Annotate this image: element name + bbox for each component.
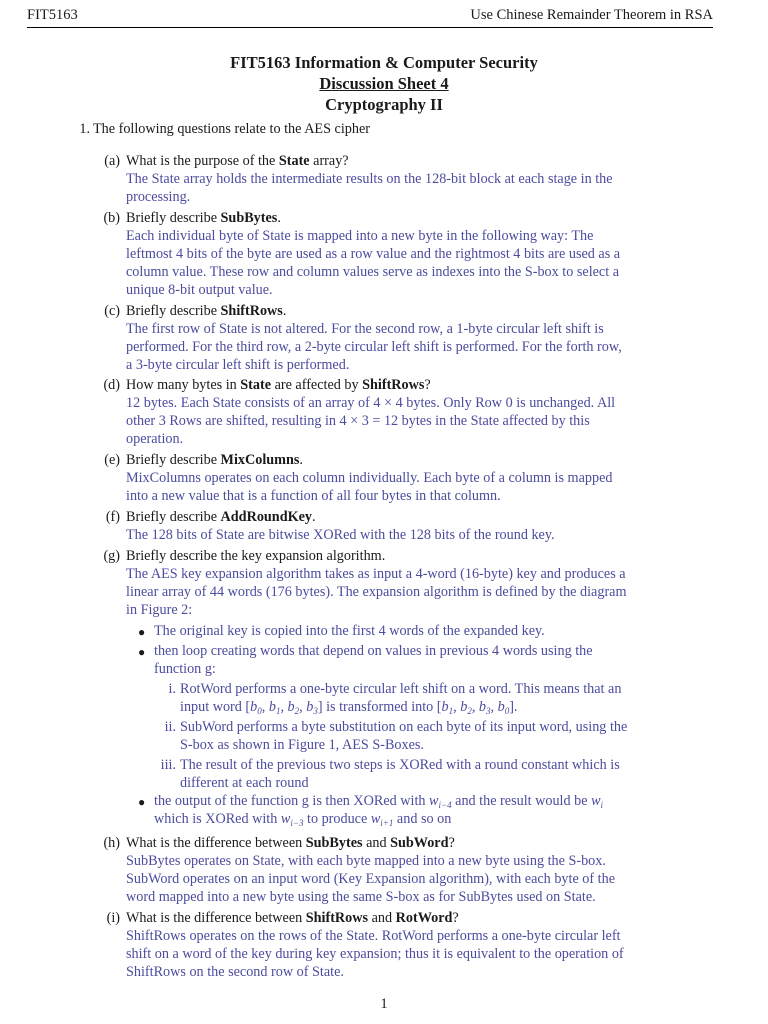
subitem-text: input word [$b_0$, $b_1$, $b_2$, $b_3$] is transformed into [$b_1$, $b_2$, $b_3$, $b_0$]. [180,699,518,716]
header-topic: Use Chinese Remainder Theorem in RSA [470,7,713,23]
question-b: Briefly describe SubBytes. [126,210,281,226]
answer-a-line: processing. [126,189,191,205]
bullet-item-cont: function g: [154,661,216,677]
answer-h-line: SubBytes operates on State, with each byte mapped into a new byte using the S-box. [126,853,606,869]
answer-i-line: ShiftRows operates on the rows of the State. RotWord performs a one-byte circular left [126,928,621,944]
part-label-e: (e) [104,452,120,468]
part-label-i: (i) [106,910,120,926]
answer-b-line: leftmost 4 bits of the byte are used as a row value and the rightmost 4 bits are used as a [126,246,621,262]
bullet-icon: ● [138,625,146,639]
question-e: Briefly describe MixColumns. [126,452,303,468]
answer-f-line: The 128 bits of State are bitwise XORed with the 128 bits of the round key. [126,527,555,543]
answer-i-line: shift on a word of the key during key expansion; thus it is equivalent to the operation of [126,946,624,962]
question-h: What is the difference between SubBytes and SubWord? [126,835,455,851]
header-course-code: FIT5163 [27,7,78,23]
answer-c-line: a 3-byte circular left shift is performed. [126,357,350,373]
answer-d-line: 12 bytes. Each State consists of an array of 4 × 4 bytes. Only Row 0 is unchanged. All [126,395,616,411]
subitem-text: different at each round [180,775,309,791]
subitem-text: RotWord performs a one-byte circular left shift on a word. This means that an [180,681,622,697]
question-d: How many bytes in State are affected by ShiftRows? [126,377,431,393]
answer-e-line: MixColumns operates on each column individually. Each byte of a column is mapped [126,470,613,486]
subitem-text: The result of the previous two steps is XORed with a round constant which is [180,757,620,773]
answer-b-line: unique 8-bit output value. [126,282,273,298]
question-a: What is the purpose of the State array? [126,153,349,169]
subitem-text: SubWord performs a byte substitution on each byte of its input word, using the [180,719,628,735]
part-label-a: (a) [104,153,120,169]
title-course: FIT5163 Information & Computer Security [230,53,538,72]
part-label-h: (h) [103,835,120,851]
answer-h-line: SubWord operates on an input word (Key Expansion algorithm), with each byte of the [126,871,615,887]
answer-b-line: Each individual byte of State is mapped into a new byte in the following way: The [126,228,594,244]
answer-e-line: into a new value that is a function of all four bytes in that column. [126,488,501,504]
question-intro: The following questions relate to the AES cipher [93,121,370,137]
answer-c-line: The first row of State is not altered. For the second row, a 1-byte circular left shift is [126,321,604,337]
roman-label: i. [168,681,176,697]
title-topic: Cryptography II [325,95,443,114]
part-label-g: (g) [103,548,120,564]
title-sheet: Discussion Sheet 4 [319,74,449,93]
answer-g-line: linear array of 44 words (176 bytes). The expansion algorithm is defined by the diagram [126,584,627,600]
page-number: 1 [380,996,388,1012]
question-number: 1. [79,121,90,137]
answer-i-line: ShiftRows on the second row of State. [126,964,344,980]
answer-c-line: performed. For the third row, a 2-byte circular left shift is performed. For the forth row, [126,339,622,355]
part-label-f: (f) [105,509,120,525]
answer-h-line: word mapped into a new byte using the same S-box as for SubBytes used on State. [126,889,596,905]
bullet-item: the output of the function g is then XORed with $w_{i-4}$ and the result would be $w_i$ [154,793,604,810]
bullet-item-cont: which is XORed with $w_{i-3}$ to produce $w_{i+1}$ and so on [154,811,452,828]
document-title [0,52,768,115]
answer-g-line: in Figure 2: [126,602,193,618]
question-f: Briefly describe AddRoundKey. [126,509,316,525]
bullet-item: then loop creating words that depend on values in previous 4 words using the [154,643,593,659]
part-label-d: (d) [103,377,120,393]
subitem-text: S-box as shown in Figure 1, AES S-Boxes. [180,737,424,753]
answer-d-line: other 3 Rows are shifted, resulting in 4 × 3 = 12 bytes in the State affected by this [126,413,590,429]
answer-d-line: operation. [126,431,184,447]
answer-b-line: column value. These row and column values serve as indexes into the S-box to select a [126,264,620,280]
roman-label: ii. [164,719,176,735]
question-i: What is the difference between ShiftRows and RotWord? [126,910,459,926]
bullet-icon: ● [138,795,146,809]
answer-g-line: The AES key expansion algorithm takes as input a 4-word (16-byte) key and produces a [126,566,626,582]
question-g: Briefly describe the key expansion algorithm. [126,548,386,564]
running-header [27,5,713,28]
question-c: Briefly describe ShiftRows. [126,303,287,319]
answer-a-line: The State array holds the intermediate results on the 128-bit block at each stage in the [126,171,613,187]
part-label-b: (b) [103,210,120,226]
bullet-icon: ● [138,645,146,659]
bullet-item: The original key is copied into the first 4 words of the expanded key. [154,623,545,639]
part-label-c: (c) [104,303,120,319]
roman-label: iii. [160,757,176,773]
